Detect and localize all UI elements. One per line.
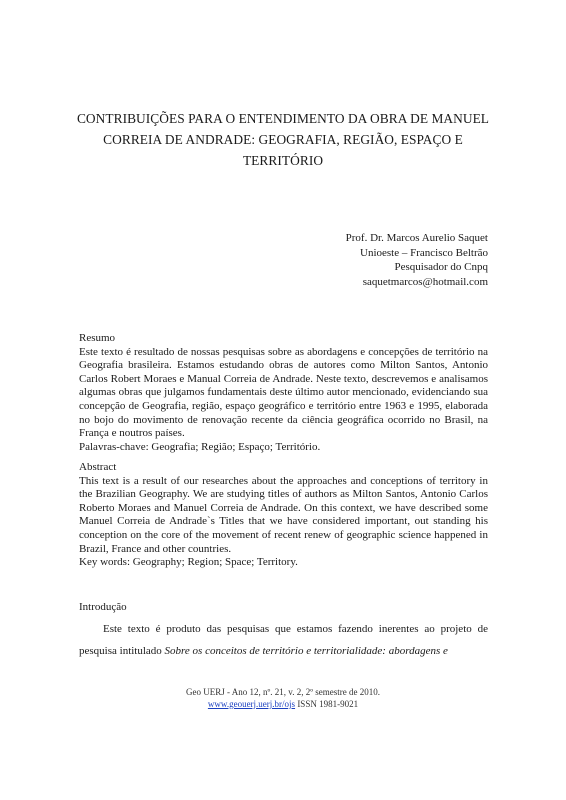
- introducao-heading: Introdução: [79, 601, 127, 613]
- abstract-heading: Abstract: [79, 461, 117, 473]
- page-footer: [0, 686, 566, 710]
- resumo-section: [79, 332, 488, 454]
- resumo-keywords: Palavras-chave: Geografia; Região; Espaço; Território.: [79, 440, 321, 453]
- footer-journal-info: Geo UERJ - Ano 12, nº. 21, v. 2, 2º semestre de 2010.: [186, 687, 380, 697]
- resumo-body: Este texto é resultado de nossas pesquisas sobre as abordagens e concepções de território na Geografia brasileira. Estamos estudando obras de autores como Milton Santos, Antonio Carlos Robert Moraes e Manual Correia de Andrade. Neste texto, descrevemos e analisamos algumas obras que julgamos fundamentais deste último autor mencionado, evidenciando sua concepção de Geografia, região, espaço geográfico e território entre 1963 e 1995, elaborada no bojo do movimento de renovação recente da ciência geográfica ocorrido no Brasil, na França e noutros países.: [79, 345, 488, 440]
- title-line: CONTRIBUIÇÕES PARA O ENTENDIMENTO DA OBRA DE MANUEL: [76, 111, 490, 126]
- author-institution: Unioeste – Francisco Beltrão: [360, 246, 488, 259]
- abstract-body: This text is a result of our researches about the approaches and conceptions of territory in the Brazilian Geography. We are studying titles of authors as Milton Santos, Antonio Carlos Roberto Moraes and Manuel Correia de Andrade. On this context, we have described some Manuel Correia de Andrade`s Titles that we have considered important, out standing his conception on the core of the movement of recent renew of geographic science happened in Brazil, France and other countries.: [79, 474, 488, 555]
- introducao-text: Este texto é produto das pesquisas que estamos fazendo inerentes ao projeto de pesquisa intitulado: [79, 623, 488, 657]
- resumo-heading: Resumo: [79, 332, 116, 344]
- project-title-italic: Sobre os conceitos de território e territorialidade: abordagens e: [164, 644, 448, 657]
- title-line: TERRITÓRIO: [242, 153, 324, 168]
- footer-issn: ISSN 1981-9021: [295, 699, 359, 709]
- author-block: [346, 231, 488, 289]
- journal-link[interactable]: www.geouerj.uerj.br/ojs: [207, 699, 296, 709]
- author-email: saquetmarcos@hotmail.com: [362, 275, 488, 288]
- author-role: Pesquisador do Cnpq: [394, 261, 488, 274]
- paper-title: [70, 108, 496, 171]
- abstract-keywords: Key words: Geography; Region; Space; Territory.: [79, 556, 298, 569]
- abstract-section: [79, 461, 488, 570]
- introducao-body: [79, 619, 488, 662]
- author-name: Prof. Dr. Marcos Aurelio Saquet: [345, 232, 488, 244]
- title-line: CORREIA DE ANDRADE: GEOGRAFIA, REGIÃO, ESPAÇO E: [103, 132, 463, 147]
- footer-second-line: [0, 698, 566, 710]
